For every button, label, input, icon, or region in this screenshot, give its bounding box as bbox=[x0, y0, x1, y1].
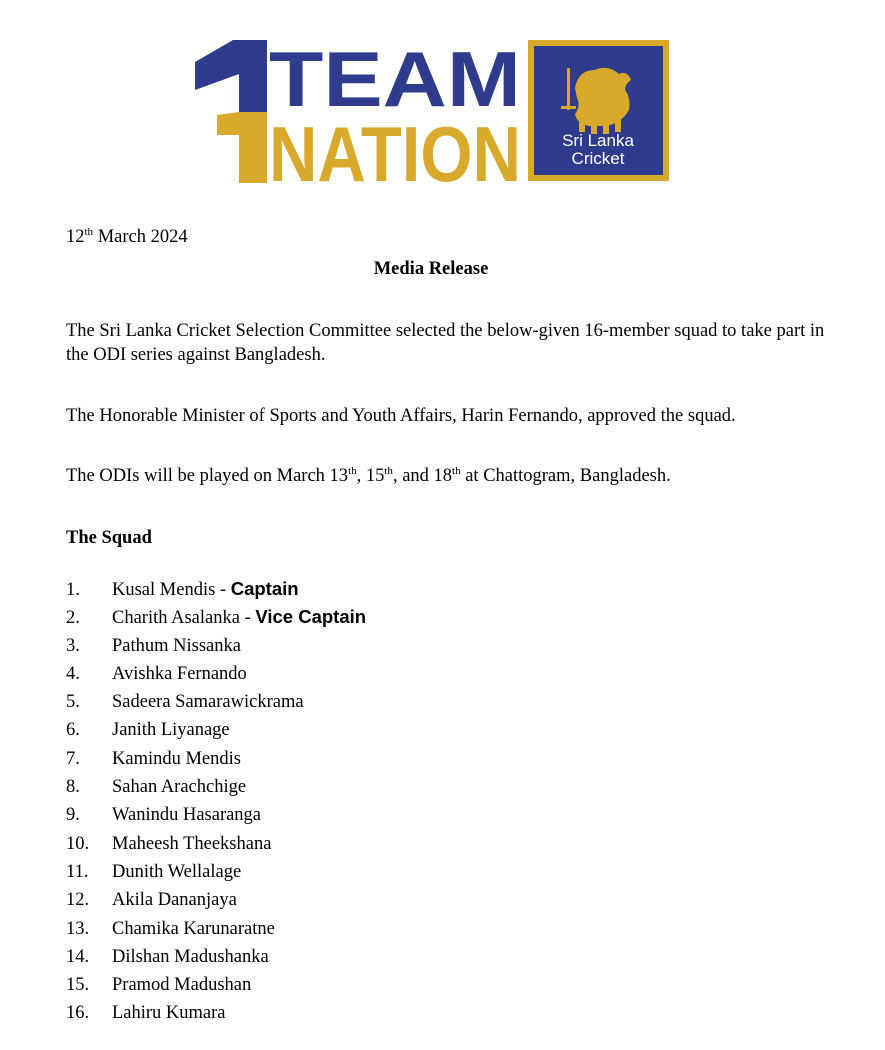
player-number: 7. bbox=[66, 748, 80, 769]
squad-list-item bbox=[66, 577, 366, 605]
schedule-sup-1: th bbox=[348, 464, 357, 477]
squad-list-item bbox=[66, 832, 366, 860]
squad-list-item bbox=[66, 747, 366, 775]
paragraph-selection: The Sri Lanka Cricket Selection Committee selected the below-given 16-member squad to take part in the ODI series against Bangladesh. bbox=[66, 321, 825, 365]
player-name: Akila Dananjaya bbox=[112, 890, 237, 911]
player-number: 8. bbox=[66, 777, 80, 798]
squad-list-item bbox=[66, 803, 366, 831]
player-number: 13. bbox=[66, 918, 90, 939]
player-number: 15. bbox=[66, 975, 90, 996]
team-nation-logo bbox=[195, 40, 670, 185]
player-name: Pramod Madushan bbox=[112, 975, 252, 996]
squad-list-item bbox=[66, 634, 366, 662]
squad-list-item bbox=[66, 775, 366, 803]
role-separator: - bbox=[215, 580, 231, 600]
schedule-date-2: , 15 bbox=[356, 466, 385, 486]
schedule-tail: at Chattogram, Bangladesh. bbox=[460, 466, 671, 486]
player-name: Sahan Arachchige bbox=[112, 777, 247, 798]
player-name: Pathum Nissanka bbox=[112, 635, 241, 656]
squad-list-item bbox=[66, 917, 366, 945]
player-name: Dunith Wellalage bbox=[112, 861, 242, 882]
squad-list-item bbox=[66, 973, 366, 1001]
badge-line1: Sri Lanka bbox=[562, 131, 634, 150]
schedule-sup-2: th bbox=[384, 464, 393, 477]
role-separator: - bbox=[239, 608, 256, 629]
squad-list-item bbox=[66, 1001, 366, 1029]
squad-heading: The Squad bbox=[66, 528, 152, 548]
badge-line2: Cricket bbox=[571, 149, 625, 168]
player-number: 16. bbox=[66, 1003, 90, 1024]
logo-word-bottom: NATION bbox=[269, 110, 521, 185]
player-role: Captain bbox=[230, 578, 299, 599]
player-name: Sadeera Samarawickrama bbox=[112, 692, 304, 713]
player-number: 5. bbox=[66, 692, 80, 713]
player-number: 12. bbox=[66, 890, 90, 911]
schedule-sup-3: th bbox=[452, 464, 461, 477]
slc-badge bbox=[528, 40, 669, 181]
player-number: 11. bbox=[66, 861, 89, 882]
player-name: Kamindu Mendis bbox=[112, 748, 241, 769]
squad-list-item bbox=[66, 860, 366, 888]
date-day: 12 bbox=[66, 227, 85, 247]
date-rest: March 2024 bbox=[97, 227, 188, 247]
paragraph-approval: The Honorable Minister of Sports and Youth Affairs, Harin Fernando, approved the squad. bbox=[66, 406, 736, 426]
player-number: 14. bbox=[66, 946, 90, 967]
player-name: Charith Asalanka bbox=[112, 608, 240, 629]
squad-list-item bbox=[66, 945, 366, 973]
player-name: Avishka Fernando bbox=[112, 663, 247, 684]
big-one-glyph bbox=[195, 40, 267, 183]
player-name: Dilshan Madushanka bbox=[112, 946, 269, 967]
schedule-date-3: , and 18 bbox=[392, 466, 453, 486]
schedule-lead: The ODIs will be played on March 13 bbox=[66, 466, 349, 486]
player-number: 2. bbox=[66, 608, 80, 629]
player-name: Chamika Karunaratne bbox=[112, 918, 275, 939]
player-role: Vice Captain bbox=[255, 606, 367, 628]
player-name: Wanindu Hasaranga bbox=[112, 805, 262, 826]
player-number: 9. bbox=[66, 805, 80, 826]
player-name: Maheesh Theekshana bbox=[112, 833, 272, 854]
player-number: 3. bbox=[66, 635, 80, 656]
player-number: 1. bbox=[66, 580, 80, 600]
squad-list-item bbox=[66, 888, 366, 916]
document-title: Media Release bbox=[373, 259, 489, 279]
date-suffix: th bbox=[84, 225, 94, 238]
release-date bbox=[66, 225, 188, 249]
player-number: 4. bbox=[66, 663, 80, 684]
player-number: 10. bbox=[66, 833, 90, 854]
player-name: Janith Liyanage bbox=[112, 720, 230, 741]
paragraph-schedule bbox=[66, 464, 671, 488]
player-number: 6. bbox=[66, 720, 80, 741]
player-name: Kusal Mendis bbox=[112, 580, 216, 600]
logo-word-top: TEAM bbox=[269, 40, 521, 123]
squad-list-item bbox=[66, 662, 366, 690]
squad-list-item bbox=[66, 718, 366, 746]
squad-list bbox=[66, 577, 366, 1030]
squad-list-item bbox=[66, 605, 366, 633]
player-name: Lahiru Kumara bbox=[112, 1003, 226, 1024]
squad-list-item bbox=[66, 690, 366, 718]
